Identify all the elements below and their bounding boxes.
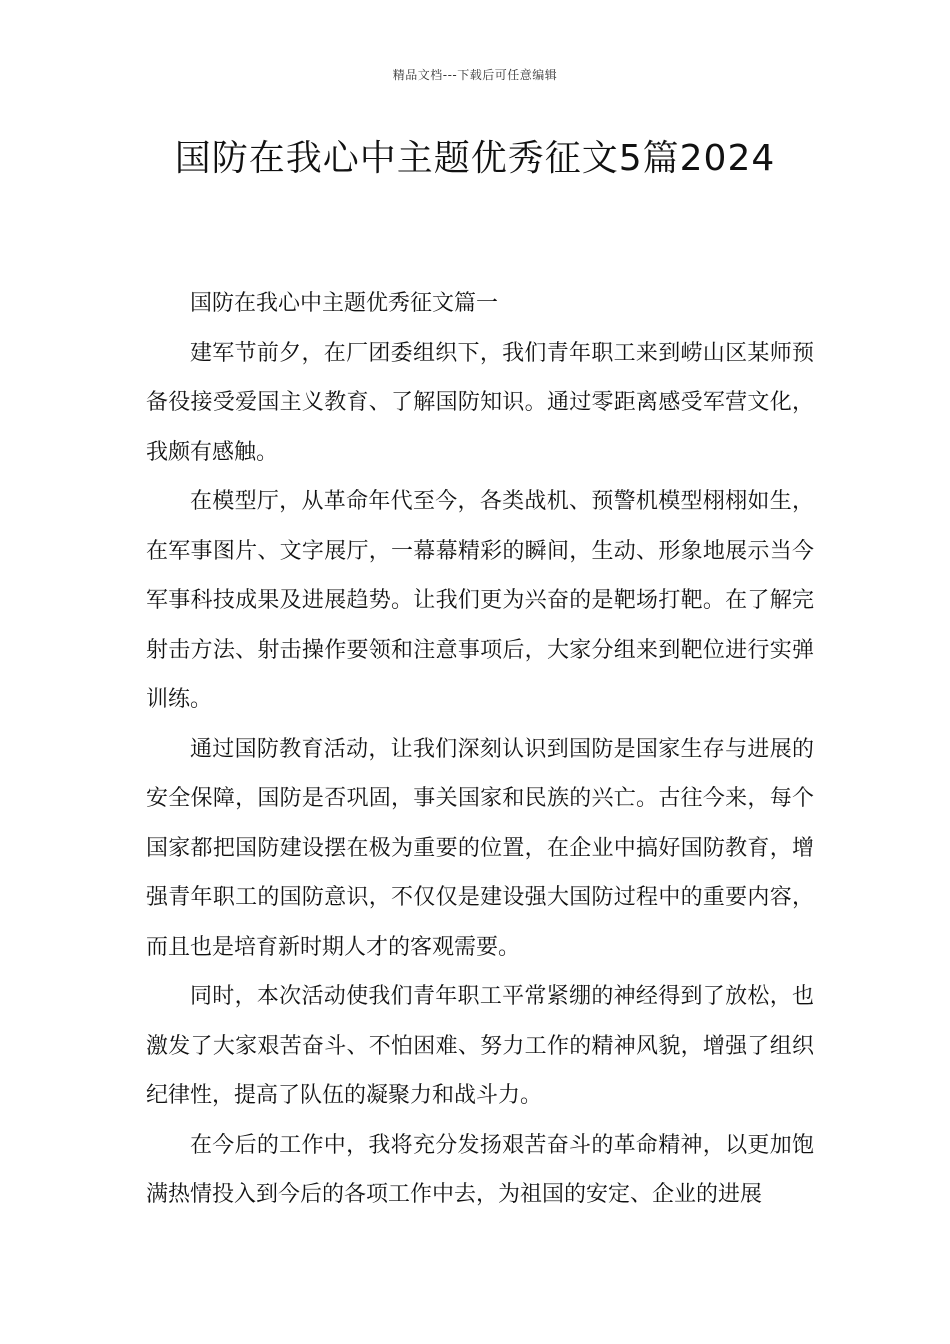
document-title: 国防在我心中主题优秀征文5篇2024 (174, 138, 776, 179)
section-heading: 国防在我心中主题优秀征文篇一 (190, 291, 499, 316)
paragraph: 同时，本次活动使我们青年职工平常紧绷的神经得到了放松，也激发了大家艰苦奋斗、不怕困难、努力工作的精神风貌，增强了组织纪律性，提高了队伍的凝聚力和战斗力。 (146, 984, 814, 1108)
document-body (146, 279, 814, 1220)
paragraph: 在模型厅，从革命年代至今，各类战机、预警机模型栩栩如生，在军事图片、文字展厅，一幕幕精彩的瞬间，生动、形象地展示当今军事科技成果及进展趋势。让我们更为兴奋的是靶场打靶。在了解完射击方法、射击操作要领和注意事项后，大家分组来到靶位进行实弹训练。 (146, 489, 814, 712)
header-note: 精品文档---下载后可任意编辑 (392, 68, 558, 82)
paragraph: 建军节前夕，在厂团委组织下，我们青年职工来到崂山区某师预备役接受爱国主义教育、了解国防知识。通过零距离感受军营文化，我颇有感触。 (146, 340, 814, 465)
paragraph: 在今后的工作中，我将充分发扬艰苦奋斗的革命精神，以更加饱满热情投入到今后的各项工作中去，为祖国的安定、企业的进展 (146, 1132, 814, 1207)
paragraph: 通过国防教育活动，让我们深刻认识到国防是国家生存与进展的安全保障，国防是否巩固，事关国家和民族的兴亡。古往今来，每个国家都把国防建设摆在极为重要的位置，在企业中搞好国防教育，增强青年职工的国防意识，不仅仅是建设强大国防过程中的重要内容，而且也是培育新时期人才的客观需要。 (146, 736, 814, 960)
